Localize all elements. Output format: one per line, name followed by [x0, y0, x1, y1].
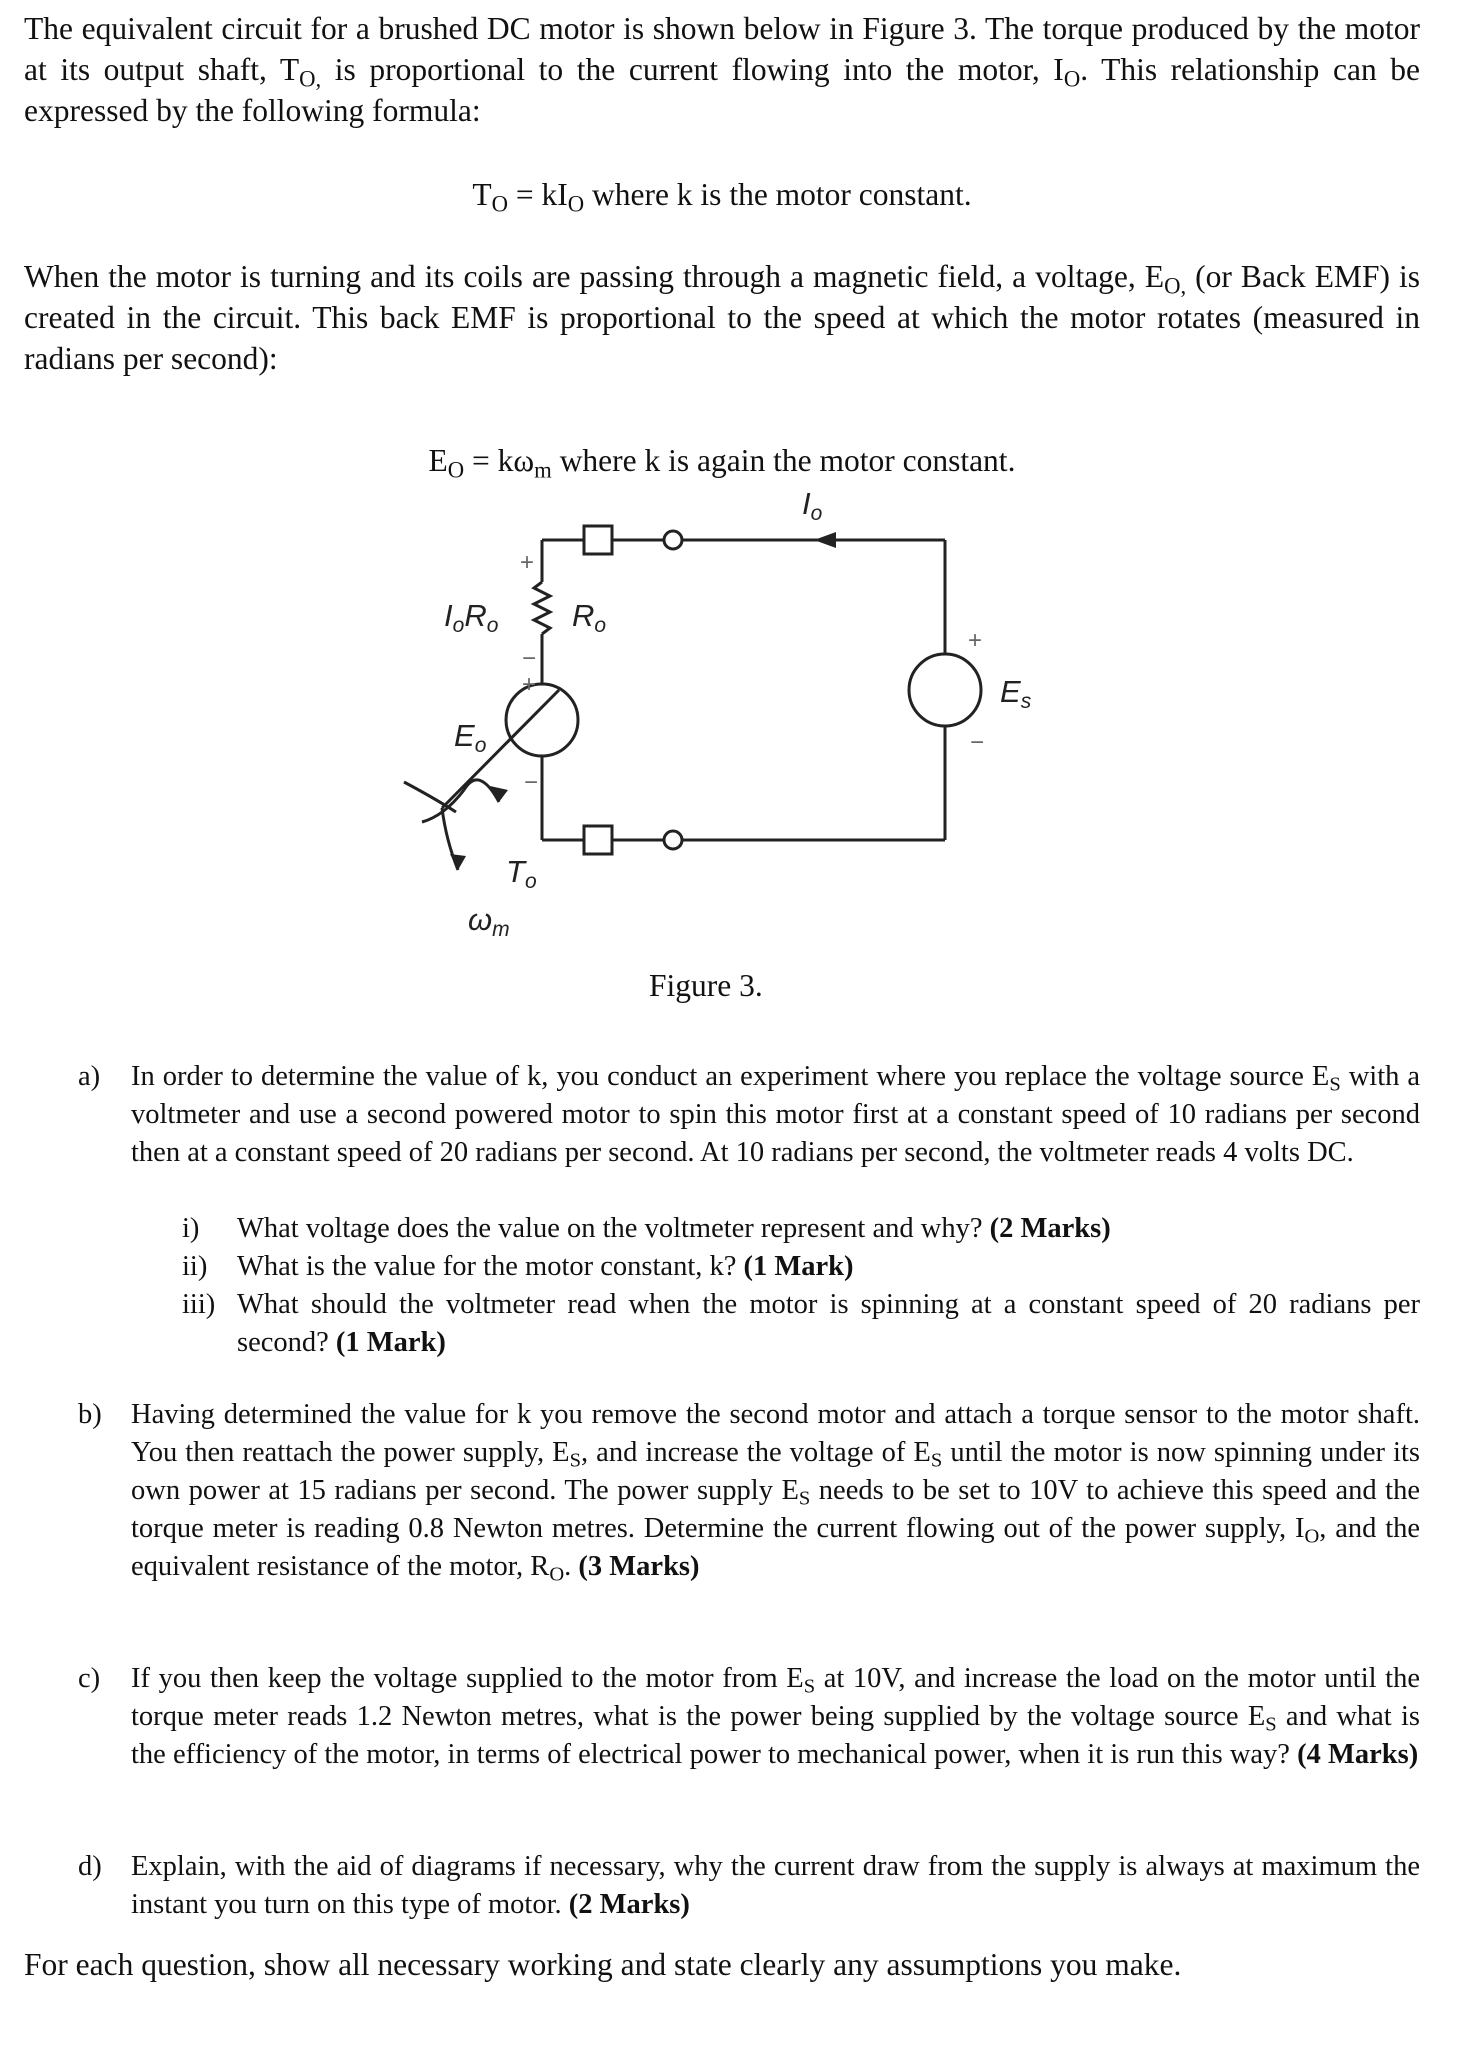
intro-text: The equivalent circuit for a brushed DC motor is shown below in Figure 3. The torque produced by the motor at its output shaft, T	[24, 11, 1420, 87]
q-text: at 10V, and increase the load on the motor until the torque meter reads 1.2 Newton metres, what is the power being supplied by the voltage source E	[131, 1663, 1420, 1732]
q-text: with a voltmeter and use a second powered motor to spin this motor first at a constant speed of 10 radians per second then at a constant speed of 20 radians per second. At 10 radians per second, the voltmeter reads 4 volts DC.	[131, 1061, 1420, 1168]
subquestion-text	[237, 1286, 1420, 1362]
ioro-label: IoRo	[444, 598, 499, 637]
q-text: What should the voltmeter read when the motor is spinning at a constant speed of 20 radians per second?	[237, 1289, 1420, 1358]
back-emf-formula	[24, 440, 1420, 481]
marks: (1 Mark)	[335, 1327, 446, 1358]
q-sub: S	[930, 1449, 943, 1472]
q-text: and what is the efficiency of the motor, in terms of electrical power to mechanical power, when it is run this way?	[131, 1701, 1420, 1770]
subquestion-text	[237, 1248, 1420, 1286]
wm-label: ωm	[468, 902, 510, 941]
eo-label: Eo	[454, 718, 487, 757]
marks: (1 Mark)	[743, 1251, 854, 1282]
question-text	[131, 1848, 1420, 1924]
resistor-ro	[534, 582, 550, 634]
intro-sub: O,	[299, 66, 322, 92]
es-minus-sign: −	[970, 729, 985, 756]
q-sub: O	[549, 1563, 565, 1586]
es-plus-sign: +	[968, 627, 983, 654]
terminal-node-top	[664, 531, 682, 549]
current-arrow	[814, 532, 836, 548]
subquestion-label: ii)	[182, 1251, 208, 1282]
motor-circuit-diagram	[24, 490, 1420, 1010]
speed-arrow	[450, 854, 466, 870]
terminal-box-top	[584, 526, 612, 554]
formula-text: = kω	[464, 443, 535, 478]
ro-minus-sign: −	[522, 645, 537, 672]
q-sub: S	[1265, 1713, 1277, 1736]
ro-plus-sign: +	[520, 549, 535, 576]
marks: (4 Marks)	[1297, 1739, 1419, 1770]
formula-text: = kI	[507, 177, 568, 212]
io-label: Io	[802, 490, 823, 525]
ro-label: Ro	[572, 598, 607, 637]
intro-text: . This relationship can be expressed by the following formula:	[24, 52, 1421, 128]
formula-text: where k is again the motor constant.	[551, 443, 1016, 478]
para-text: (or Back EMF) is created in the circuit. This back EMF is proportional to the speed at which the motor rotates (measured in radians per second):	[24, 259, 1420, 376]
marks: (2 Marks)	[568, 1889, 690, 1920]
subquestion-label: i)	[182, 1213, 200, 1244]
formula-sub: O	[447, 457, 465, 483]
q-sub: S	[803, 1675, 816, 1698]
formula-text: where k is the motor constant.	[584, 177, 972, 212]
to-label: To	[506, 854, 537, 893]
q-sub: S	[569, 1449, 581, 1472]
q-text: Explain, with the aid of diagrams if necessary, why the current draw from the supply is always at maximum the instant you turn on this type of motor.	[131, 1851, 1420, 1920]
q-text: What is the value for the motor constant, k?	[237, 1251, 744, 1282]
q-text: In order to determine the value of k, you conduct an experiment where you replace the voltage source E	[131, 1061, 1330, 1092]
q-sub: S	[798, 1487, 811, 1510]
eo-plus-sign: +	[522, 671, 537, 698]
formula-sub: O	[567, 191, 585, 217]
q-text: Having determined the value for k you remove the second motor and attach a torque sensor to the motor shaft. You then reattach the power supply, E	[131, 1399, 1420, 1468]
q-sub: O	[1304, 1525, 1320, 1548]
question-text	[131, 1396, 1420, 1586]
subquestion-text	[237, 1210, 1420, 1248]
intro-paragraph	[24, 8, 1420, 131]
intro-text: is proportional to the current flowing into the motor, I	[321, 52, 1064, 87]
q-text: , and the equivalent resistance of the motor, R	[131, 1513, 1421, 1582]
terminal-box-bottom	[584, 826, 612, 854]
formula-sub: m	[534, 457, 552, 483]
question-text	[131, 1058, 1420, 1172]
formula-text: T	[472, 177, 492, 212]
formula-text: E	[428, 443, 448, 478]
question-label: c)	[78, 1663, 101, 1694]
es-label: Es	[1000, 674, 1032, 713]
subquestion-label: iii)	[182, 1289, 216, 1320]
para-text: When the motor is turning and its coils are passing through a magnetic field, a voltage, E	[24, 259, 1165, 294]
question-text	[131, 1660, 1420, 1774]
back-emf-paragraph	[24, 256, 1420, 379]
back-emf-source	[506, 684, 578, 756]
eo-minus-sign: −	[524, 769, 539, 796]
voltage-source-es	[909, 654, 981, 726]
q-text: needs to be set to 10V to achieve this speed and the torque meter is reading 0.8 Newton metres. Determine the current flowing out of the power supply, I	[131, 1475, 1420, 1544]
q-text: What voltage does the value on the voltmeter represent and why?	[237, 1213, 990, 1244]
terminal-node-bottom	[664, 831, 682, 849]
marks: (2 Marks)	[989, 1213, 1111, 1244]
para-sub: O,	[1164, 273, 1187, 299]
q-text: .	[564, 1551, 579, 1582]
question-label: d)	[78, 1851, 102, 1882]
q-text: If you then keep the voltage supplied to the motor from E	[131, 1663, 804, 1694]
torque-formula	[24, 174, 1420, 215]
formula-sub: O	[491, 191, 508, 217]
q-text: until the motor is now spinning under its own power at 15 radians per second. The power supply E	[131, 1437, 1420, 1506]
marks: (3 Marks)	[578, 1551, 700, 1582]
figure-caption: Figure 3.	[649, 968, 763, 1003]
intro-sub: O	[1063, 66, 1081, 92]
q-sub: S	[1329, 1073, 1341, 1096]
q-text: , and increase the voltage of E	[581, 1437, 931, 1468]
question-label: b)	[78, 1399, 102, 1430]
footer-instruction: For each question, show all necessary working and state clearly any assumptions you make.	[24, 1947, 1182, 1982]
question-label: a)	[78, 1061, 101, 1092]
